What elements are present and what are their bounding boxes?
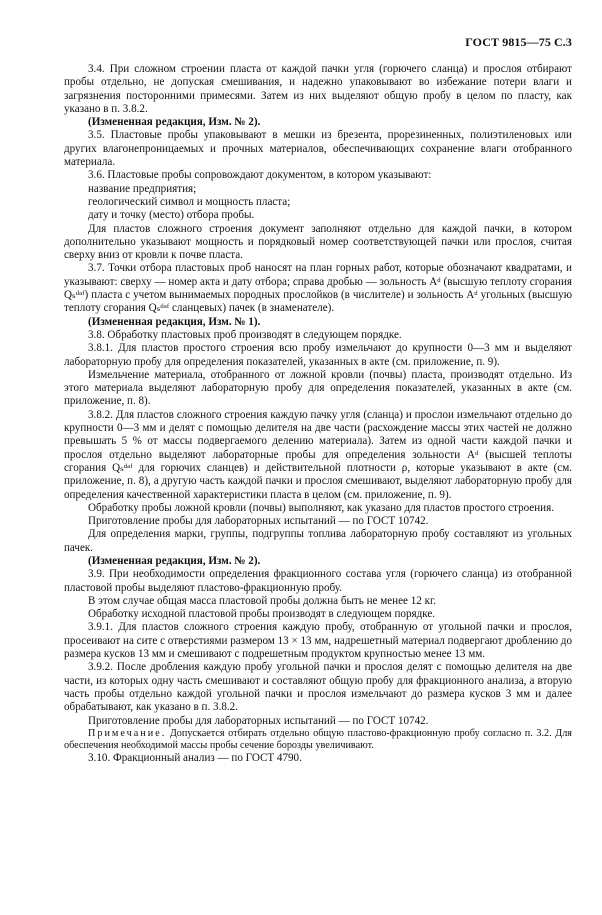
list-item: название предприятия; bbox=[88, 182, 197, 195]
paragraph: Обработку исходной пластовой пробы производят в следующем порядке. bbox=[88, 608, 436, 621]
paragraph-3-6: 3.6. Пластовые пробы сопровождают документом, в котором указывают: bbox=[88, 169, 432, 182]
list-item: геологический символ и мощность пласта; bbox=[88, 195, 291, 208]
paragraph-3-9-1: 3.9.1. Для пластов сложного строения каждую пробу, отобранную от угольной пачки и прослоя, просеивают на сите с отверстиями размером 13 × 13 мм, надрешетный материал подвергают дроблению до размера кусков 13 мм и смешивают с подрешетным продуктом крупностью менее 13 мм. bbox=[64, 621, 572, 661]
paragraph-3-8-1: 3.8.1. Для пластов простого строения всю пробу измельчают до крупности 0—3 мм и выделяют лабораторную пробу для определения показателей, указанных в акте (см. приложение, п. 9). bbox=[64, 342, 572, 368]
paragraph: Измельчение материала, отобранного от ложной кровли (почвы) пласта, производят отдельно. Из этого материала выделяют лабораторную пробу для определения показателей, указанных в акте (см. приложение, п. 8). bbox=[64, 368, 572, 408]
paragraph: Для определения марки, группы, подгруппы топлива лабораторную пробу составляют из угольных пачек. bbox=[64, 528, 572, 554]
paragraph-3-5: 3.5. Пластовые пробы упаковывают в мешки из брезента, прорезиненных, полиэтиленовых или других влагонепроницаемых и прочных материалов, обеспечивающих сохранение влаги отобранного материала. bbox=[64, 129, 572, 169]
paragraph: Приготовление пробы для лабораторных испытаний — по ГОСТ 10742. bbox=[88, 515, 429, 528]
paragraph: Обработку пробы ложной кровли (почвы) выполняют, как указано для пластов простого строения. bbox=[88, 501, 554, 514]
paragraph-3-10: 3.10. Фракционный анализ — по ГОСТ 4790. bbox=[88, 752, 302, 765]
note-text: Допускается отбирать отдельно общую пластово-фракционную пробу согласно п. 3.2. Для обеспечения необходимой массы пробы сечение борозды увеличивают. bbox=[64, 727, 572, 752]
paragraph: Для пластов сложного строения документ заполняют отдельно для каждой пачки, в котором дополнительно указывают мощность и порядковый номер соответствующей пачки или прослоя, считая сверху вниз от кровли к почве пласта. bbox=[64, 222, 572, 262]
amendment-note: (Измененная редакция, Изм. № 2). bbox=[88, 554, 261, 567]
paragraph-3-9-2: 3.9.2. После дробления каждую пробу угольной пачки и прослоя делят с помощью делителя на две части, из которых одну часть смешивают и составляют общую пробу для фракционного анализа, а вторую часть пробы отдельно каждой угольной пачки и прослоя измельчают до размера кусков 3 мм и далее обрабатывают, как указано в п. 3.8.2. bbox=[64, 661, 572, 714]
amendment-note: (Измененная редакция, Изм. № 1). bbox=[88, 315, 261, 328]
document-body bbox=[64, 63, 572, 766]
paragraph-3-7: 3.7. Точки отбора пластовых проб наносят на план горных работ, которые обозначают квадратами, и указывают: сверху — номер акта и дату отбора; справа дробью — зольность Aᵈ (высшую теплоту сгорания Qₛᵈᵃᶠ) пласта с учетом вынимаемых породных прослойков (в числителе) и зольность Aᵈ угольных (высшую теплоту сгорания Qₛᵈᵃᶠ сланцевых) пачек (в знаменателе). bbox=[64, 262, 572, 315]
paragraph-3-4: 3.4. При сложном строении пласта от каждой пачки угля (горючего сланца) и прослоя отбирают пробы отдельно, не допуская смешивания, и надежно упаковывают во избежание потери влаги и загрязнения посторонними примесями. Затем из них выделяют общую пробу в целом по пласту, как указано в п. 3.8.2. bbox=[64, 63, 572, 115]
paragraph: Приготовление пробы для лабораторных испытаний — по ГОСТ 10742. bbox=[88, 714, 429, 727]
amendment-note: (Измененная редакция, Изм. № 2). bbox=[88, 116, 261, 129]
page-header: ГОСТ 9815—75 С.3 bbox=[465, 35, 572, 49]
paragraph-3-9: 3.9. При необходимости определения фракционного состава угля (горючего сланца) из отобранной пластовой пробы выделяют пластово-фракционную пробу. bbox=[64, 568, 572, 594]
paragraph: В этом случае общая масса пластовой пробы должна быть не менее 12 кг. bbox=[88, 594, 437, 607]
list-item: дату и точку (место) отбора пробы. bbox=[88, 209, 255, 222]
note bbox=[64, 728, 572, 753]
paragraph-3-8-2: 3.8.2. Для пластов сложного строения каждую пачку угля (сланца) и прослои измельчают отдельно до крупности 0—3 мм и делят с помощью делителя на две части (расхождение массы этих частей не должно превышать 5 % от массы подвергаемого делению материала). Затем из одной части каждой пачки и прослоя отдельно выделяют лабораторные пробы для определения зольности Aᵈ (высшей теплоты сгорания Qₛᵈᵃᶠ для горючих сланцев) и действительной плотности ρ, которые указывают в акте (см. приложение, п. 8), а другую часть каждой пачки и прослоя смешивают, выделяют лабораторную пробу для определения качественной характеристики пласта в целом (см. приложение, п. 9). bbox=[64, 408, 572, 501]
note-label: Примечание. bbox=[88, 727, 167, 739]
paragraph-3-8: 3.8. Обработку пластовых проб производят в следующем порядке. bbox=[88, 328, 402, 341]
